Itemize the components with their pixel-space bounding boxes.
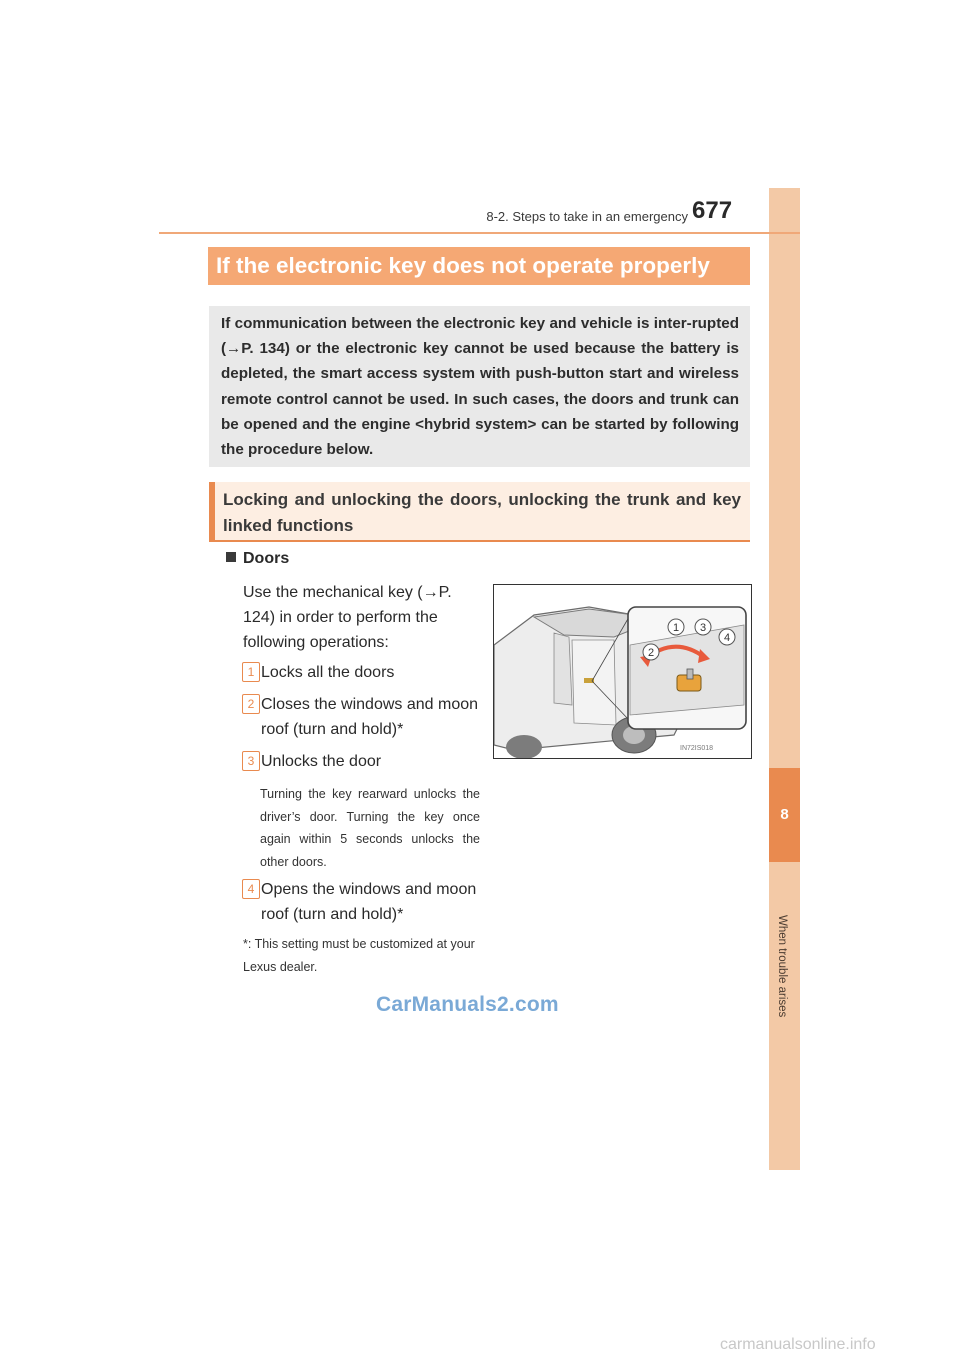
footnote: *: This setting must be customized at your Lexus dealer. [243, 937, 475, 974]
step-text-1: Locks all the doors [261, 664, 395, 681]
step-3-note: Turning the key rearward unlocks the driver’s door. Turning the key once again within 5 seconds unlocks the other doors. [260, 787, 480, 869]
illus-label-3: 3 [699, 622, 707, 634]
subheading: Locking and unlocking the doors, unlocking the trunk and key linked functions [223, 490, 741, 535]
doors-heading [226, 550, 289, 568]
intro-paragraph: If communication between the electronic key and vehicle is inter-rupted (→P. 134) or the electronic key cannot be used because the battery is depleted, the smart access system with push-button start and wireless remote control cannot be used. In such cases, the doors and trunk can be opened and the engine <hybrid system> can be started by following the procedure below. [221, 315, 739, 459]
step-badge-3: 3 [242, 751, 260, 771]
step-text-4: Opens the windows and moon roof (turn and hold)* [261, 881, 477, 923]
car-door-key-diagram [494, 585, 751, 758]
page-number: 677 [692, 197, 733, 224]
section-reference: 8-2. Steps to take in an emergency [486, 209, 688, 224]
step-badge-2: 2 [242, 694, 260, 714]
step-badge-1: 1 [242, 662, 260, 682]
header-divider [159, 232, 800, 234]
chapter-title-label: When trouble arises [776, 915, 788, 1018]
watermark-link[interactable]: CarManuals2.com [376, 993, 559, 1016]
illus-label-2: 2 [647, 647, 655, 659]
door-lock-illustration [493, 584, 752, 759]
chapter-side-tab [769, 188, 800, 1170]
illus-label-1: 1 [672, 622, 680, 634]
chapter-number-tab: 8 [769, 768, 800, 862]
page-title: If the electronic key does not operate properly [216, 253, 710, 278]
subheading-accent [209, 482, 215, 542]
square-bullet-icon [226, 552, 236, 562]
doors-heading-text: Doors [243, 550, 290, 567]
step-text-3: Unlocks the door [261, 753, 382, 770]
step-text-2: Closes the windows and moon roof (turn and hold)* [261, 696, 479, 738]
doors-intro: Use the mechanical key (→P. 124) in order to perform the following operations: [243, 584, 452, 651]
step-badge-4: 4 [242, 879, 260, 899]
watermark-footer: carmanualsonline.info [720, 1336, 876, 1353]
illustration-code: IN72IS018 [680, 745, 714, 752]
illus-label-4: 4 [723, 632, 731, 644]
